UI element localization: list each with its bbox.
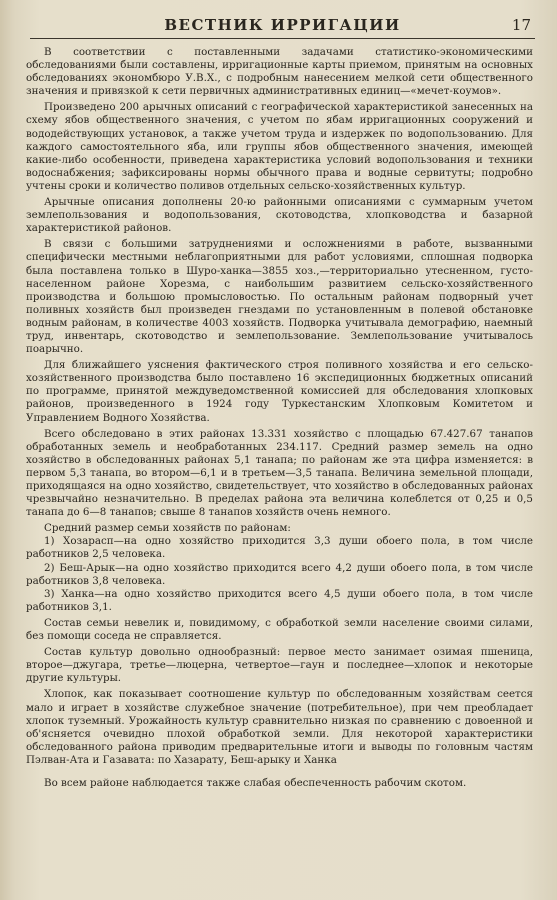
- paragraph-family-composition: Состав семьи невелик и, повидимому, с обработкой земли население своими силами, без помощи соседа не справляется.: [26, 616, 533, 643]
- paragraph-livestock: Во всем районе наблюдается также слабая обеспеченность рабочим скотом.: [44, 776, 467, 789]
- journal-title: ВЕСТНИК ИРРИГАЦИИ: [164, 16, 401, 34]
- page-number: 17: [511, 16, 531, 34]
- paragraph-district-descriptions: Арычные описания дополнены 20-ю районными описаниями с суммарным учетом землепользования и водопользования, скотоводства, хлопководства и базарной характеристикой районов.: [26, 196, 533, 235]
- paragraph-crops: Состав культур довольно однообразный: первое место занимает озимая пшеница, второе—джугара, третье—люцерна, четвертое—гаун и последнее—хлопок и некоторые другие культуры.: [26, 646, 533, 685]
- paragraph-budget-descriptions: Для ближайшего уяснения фактического строя поливного хозяйства и его сельско-хозяйственного производства было поставлено 16 экспедиционных бюджетных описаний по программе, принятой междуведомственной комиссией для обследования хлопковых районов, произведенного в 1924 году Туркестанским Хлопковым Комитетом и Управлением Водного Хозяйства.: [26, 359, 533, 424]
- paragraph-maps: В соответствии с поставленными задачами статистико-экономическими обследованиями были составлены, ирригационные карты приемом, принятым на основных обследованиях экономбюро У.В.Х., с подробным нанесением мелкой сети общественного значения и привязкой к сети первичных административных единиц—«мечет-коумов».: [26, 46, 533, 98]
- paragraph-cotton: Хлопок, как показывает соотношение культур по обследованным хозяйствам сеется мало и играет в хозяйстве служебное значение (потребительное), при чем преобладает хлопок туземный. Урожайность культур сравнительно низкая по сравнению с довоенной и об'ясняется очевидно плохой обработкой земли. Для некоторой характеристики обследованного района приводим предварительные итоги и выводы по головным частям Пэлван-Ата и Газавата: по Хазарату, Беш-арыку и Ханка: [26, 688, 533, 766]
- list-item-khozarasp: 1) Хозарасп—на одно хозяйство приходится 3,3 души обоего пола, в том числе работников 2,5 человека.: [26, 535, 533, 561]
- paragraph-family-size-heading: Средний размер семьи хозяйств по районам:: [44, 522, 291, 535]
- list-item-khanka: 3) Ханка—на одно хозяйство приходится всего 4,5 души обоего пола, в том числе работников 3,1.: [26, 587, 533, 613]
- article-body: [26, 46, 533, 790]
- paragraph-aryk-descriptions: Произведено 200 арычных описаний с географической характеристикой занесенных на схему ябов общественного значения, с учетом по ябам ирригационных сооружений и вододействующих установок, а также учетом труда и издержек по водопользованию. Для каждого самостоятельного яба, или группы ябов общественного значения, имеющей какие-либо особенности, приведена характеристика условий водопользования и техники водоснабжения; зафиксированы нормы обычного права и водные сервитуты; подробно учтены сроки и количество поливов отдельных сельско-хозяйственных культур.: [26, 101, 533, 192]
- running-header: [30, 16, 535, 39]
- paragraph-household-census: В связи с большими затруднениями и осложнениями в работе, вызванными специфически местными неблагоприятными для работ условиями, сплошная подворка была поставлена только в Шуро-ханка—3855 хоз.,—территориально утесненном, густо-населенном районе Хорезма, с наибольшим развитием сельско-хозяйственного производства и большою промысловостью. По остальным районам подворный учет поливных хозяйств был произведен гнездами по установленным в полевой обстановке водным районам, в количестве 4003 хозяйств. Подворка учитывала демографию, наемный труд, инвентарь, скотоводство и землепользование. Землепользование учитывалось поарычно.: [26, 238, 533, 356]
- paragraph-land-size: Всего обследовано в этих районах 13.331 хозяйство с площадью 67.427.67 танапов обработанных земель и необработанных 234.117. Средний размер земель на одно хозяйство в обследованных районах 5,1 танапа; по районам же эта цифра изменяется: в первом 5,3 танапа, во втором—6,1 и в третьем—3,5 танапа. Величина земельной площади, приходящаяся на одно хозяйство, свидетельствует, что хозяйство в обследованных районах чрезвычайно незначительно. В пределах района эта величина колеблется от 0,25 и 0,5 танапа до 6—8 танапов; свыше 8 танапов хозяйств очень немного.: [26, 427, 533, 519]
- list-item-besh-aryk: 2) Беш-Арык—на одно хозяйство приходится всего 4,2 души обоего пола, в том числе работников 3,8 человека.: [26, 561, 533, 587]
